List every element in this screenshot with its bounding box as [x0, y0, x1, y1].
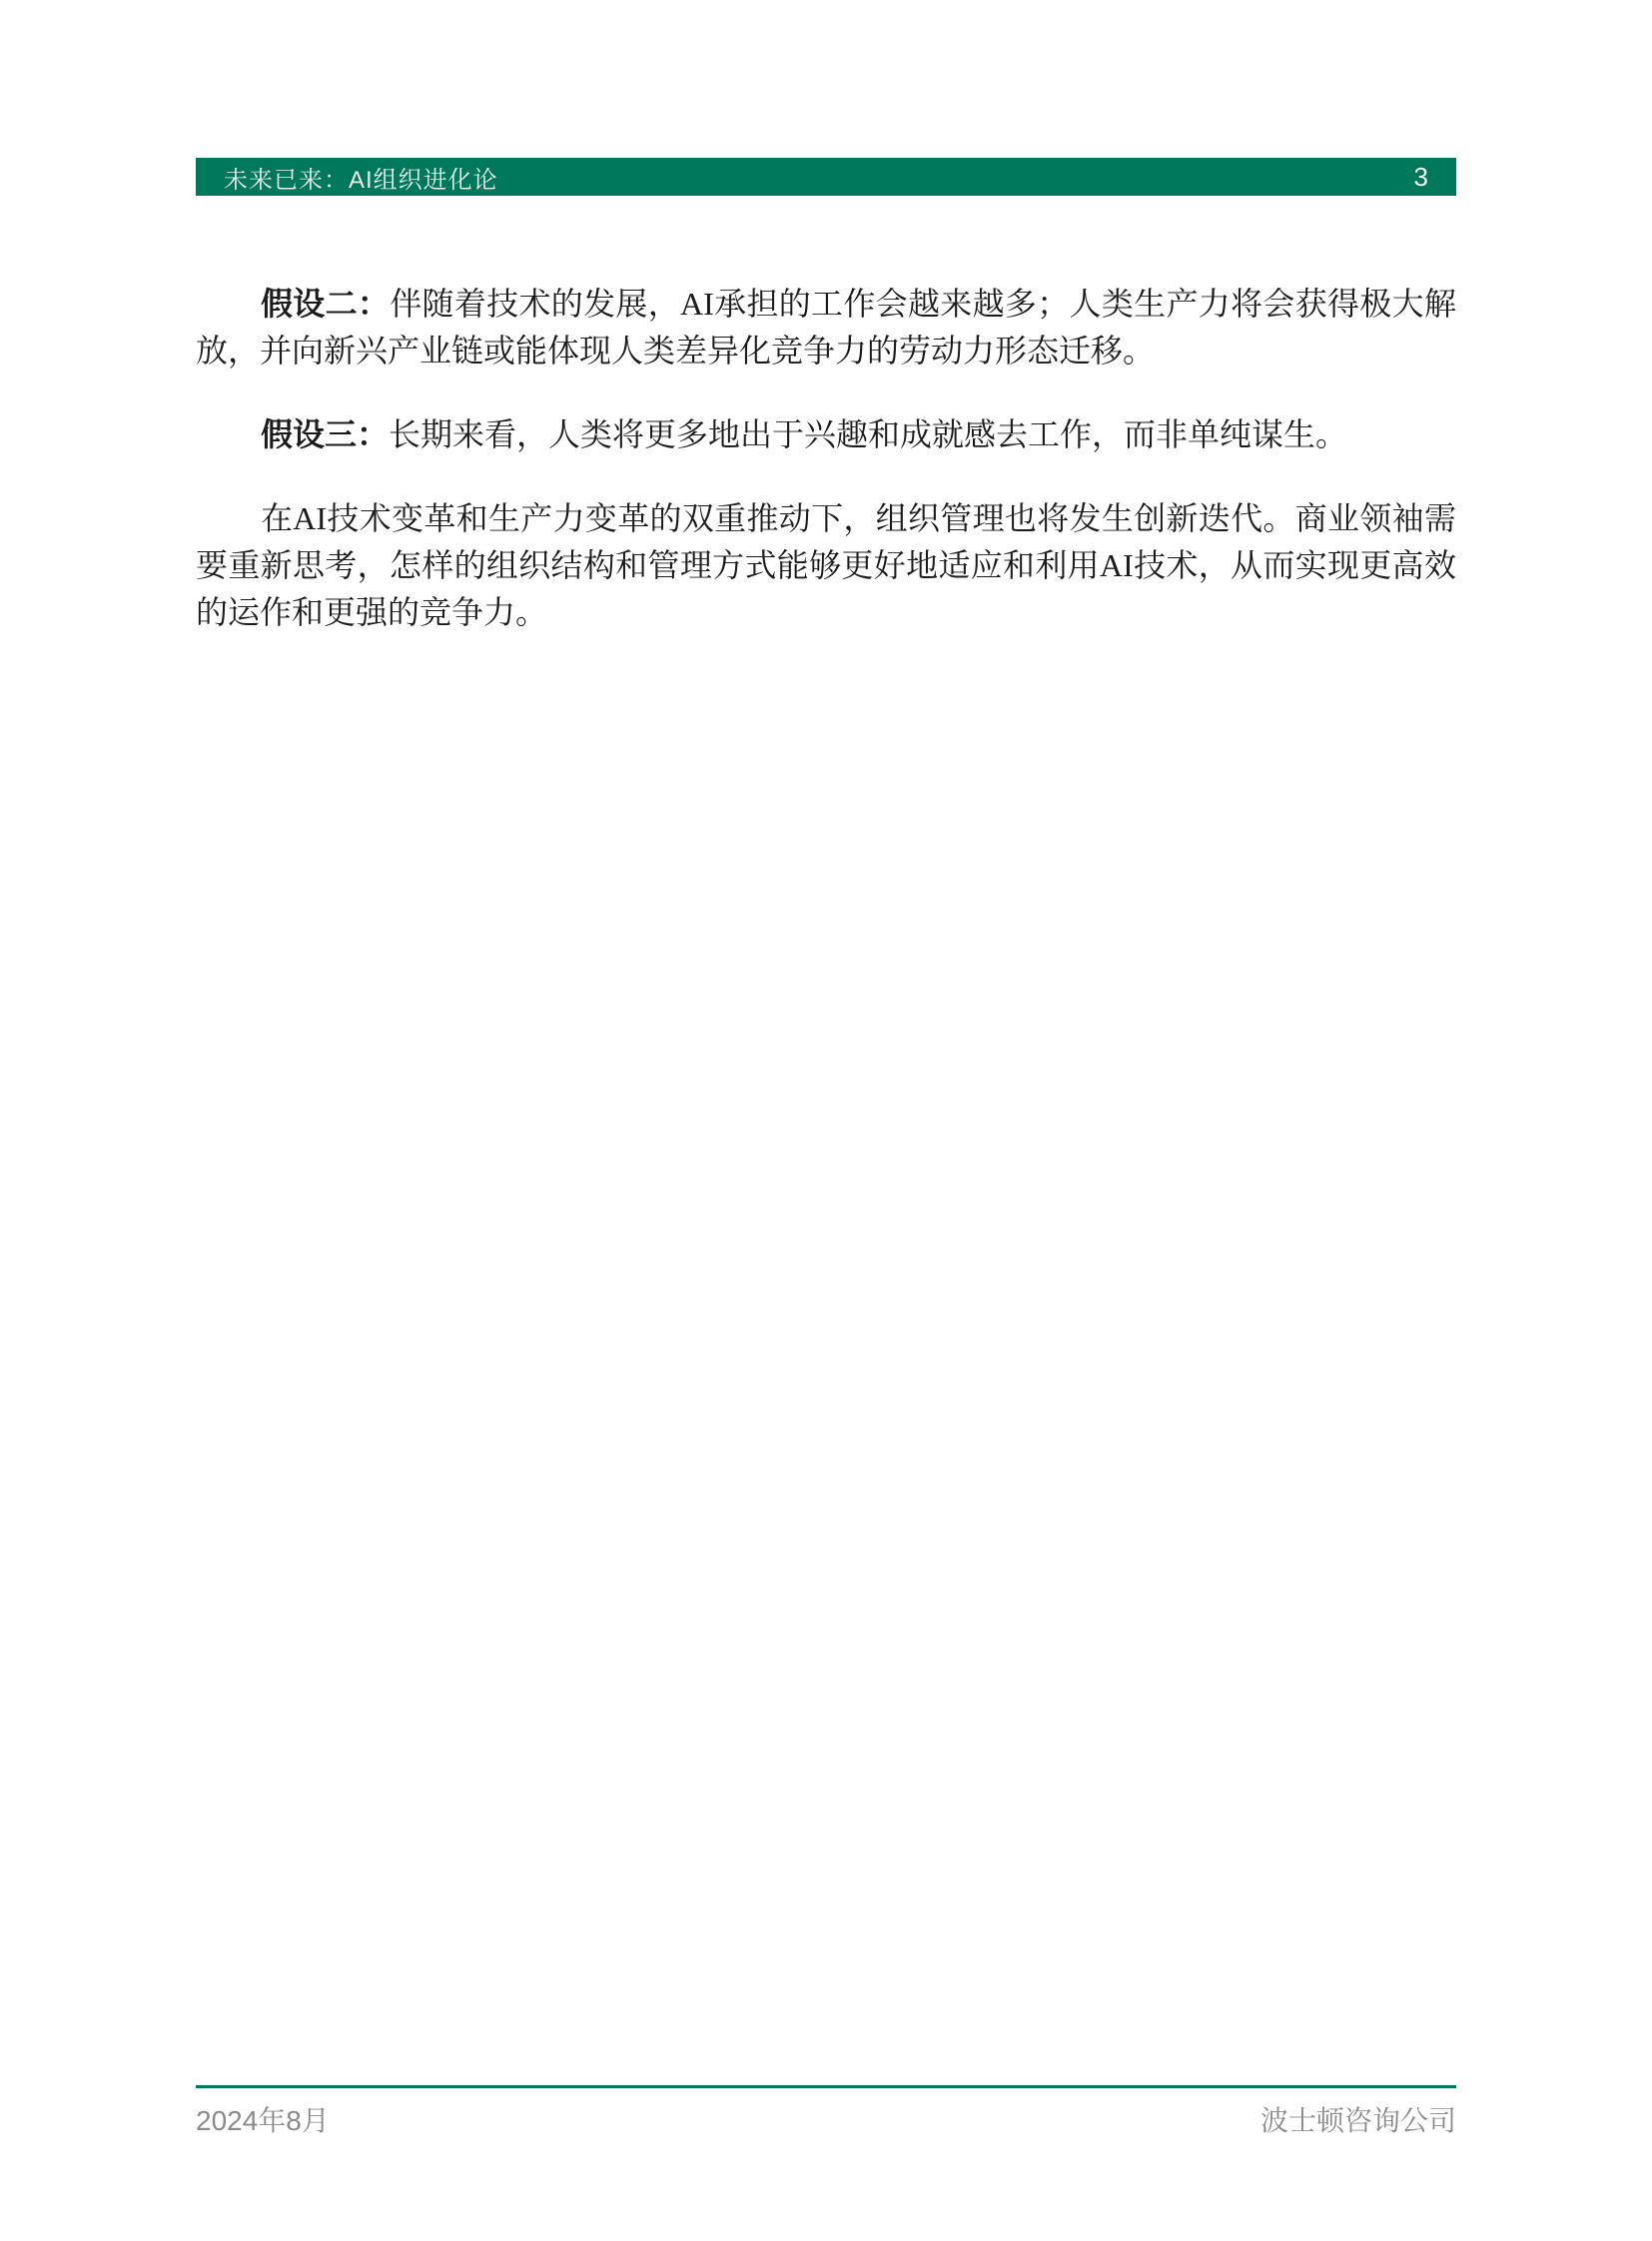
paragraph-text: 在AI技术变革和生产力变革的双重推动下，组织管理也将发生创新迭代。商业领袖需要重新思考，怎样的组织结构和管理方式能够更好地适应和利用AI技术，从而实现更高效的运作和更强的竞争力。: [196, 500, 1456, 630]
paragraph-text: 长期来看，人类将更多地出于兴趣和成就感去工作，而非单纯谋生。: [389, 416, 1348, 452]
header-title: 未来已来：AI组织进化论: [224, 166, 498, 194]
paragraph-text: 伴随着技术的发展，AI承担的工作会越来越多；人类生产力将会获得极大解放，并向新兴产业链或能体现人类差异化竞争力的劳动力形态迁移。: [196, 286, 1456, 369]
page-footer: [196, 2085, 1456, 2139]
paragraph-lead: 假设三：: [261, 416, 390, 452]
footer-rule: [196, 2085, 1456, 2088]
footer-row: [196, 2099, 1456, 2139]
body-content: [196, 281, 1456, 673]
header-page-number: 3: [1413, 161, 1428, 192]
paragraph-lead: 假设二：: [261, 286, 391, 322]
page-header-bar: [196, 158, 1456, 196]
paragraph-conclusion: [196, 495, 1456, 636]
footer-company: 波士顿咨询公司: [1259, 2105, 1456, 2136]
paragraph-hypothesis-2: [196, 281, 1456, 374]
footer-date: 2024年8月: [196, 2105, 330, 2136]
paragraph-hypothesis-3: [196, 411, 1456, 458]
